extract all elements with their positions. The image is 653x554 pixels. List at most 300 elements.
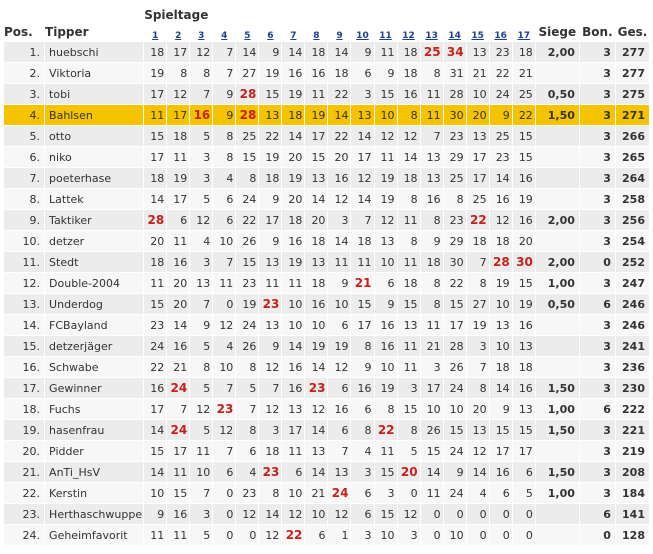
score-cell: 10 bbox=[375, 525, 397, 545]
score-cell: 15 bbox=[490, 420, 512, 440]
score-cell: 29 bbox=[444, 147, 466, 167]
score-cell: 5 bbox=[190, 336, 212, 356]
score-cell: 10 bbox=[375, 105, 397, 125]
score-cell: 15 bbox=[236, 252, 258, 272]
score-cell: 3 bbox=[467, 336, 489, 356]
score-cell: 3 bbox=[190, 504, 212, 524]
score-cell: 3 bbox=[190, 147, 212, 167]
matchday-number[interactable]: 8 bbox=[313, 31, 320, 41]
score-cell: 12 bbox=[167, 84, 189, 104]
score-cell: 19 bbox=[282, 252, 304, 272]
bonus-cell: 3 bbox=[580, 210, 615, 230]
table-row bbox=[4, 462, 649, 482]
score-cell: 0 bbox=[398, 483, 420, 503]
score-cell: 14 bbox=[282, 42, 304, 62]
bonus-cell: 6 bbox=[580, 504, 615, 524]
score-cell: 17 bbox=[467, 147, 489, 167]
score-cell: 4 bbox=[236, 462, 258, 482]
score-cell: 6 bbox=[282, 462, 304, 482]
table-row bbox=[4, 336, 649, 356]
score-cell: 16 bbox=[305, 294, 327, 314]
score-cell: 11 bbox=[167, 231, 189, 251]
score-cell-top: 22 bbox=[375, 420, 397, 440]
matchday-link[interactable] bbox=[513, 23, 535, 41]
score-cell: 15 bbox=[167, 483, 189, 503]
score-cell: 3 bbox=[351, 462, 373, 482]
score-cell-top: 23 bbox=[213, 399, 235, 419]
score-cell: 0 bbox=[213, 525, 235, 545]
bonus-cell: 3 bbox=[580, 84, 615, 104]
header-row bbox=[4, 23, 649, 41]
score-cell: 11 bbox=[305, 84, 327, 104]
score-cell-top: 34 bbox=[444, 42, 466, 62]
score-cell: 20 bbox=[467, 399, 489, 419]
score-cell: 14 bbox=[305, 189, 327, 209]
position-cell: 17. bbox=[4, 378, 44, 398]
total-cell: 256 bbox=[616, 210, 649, 230]
score-cell-top: 22 bbox=[467, 210, 489, 230]
score-cell: 18 bbox=[259, 168, 281, 188]
matchday-link[interactable] bbox=[305, 23, 327, 41]
score-cell: 6 bbox=[167, 210, 189, 230]
score-cell: 15 bbox=[513, 126, 535, 146]
score-cell: 7 bbox=[421, 126, 443, 146]
score-cell: 8 bbox=[467, 273, 489, 293]
table-row bbox=[4, 168, 649, 188]
score-cell: 11 bbox=[375, 147, 397, 167]
matchday-number[interactable]: 6 bbox=[267, 31, 274, 41]
matchday-link[interactable] bbox=[490, 23, 512, 41]
score-cell: 3 bbox=[190, 252, 212, 272]
siege-cell bbox=[536, 525, 579, 545]
score-cell: 19 bbox=[305, 336, 327, 356]
score-cell: 18 bbox=[305, 273, 327, 293]
tipper-name: Gewinner bbox=[45, 378, 143, 398]
score-cell: 24 bbox=[444, 441, 466, 461]
score-cell: 23 bbox=[236, 273, 258, 293]
score-cell: 6 bbox=[213, 462, 235, 482]
score-cell: 14 bbox=[144, 189, 166, 209]
matchday-number[interactable]: 5 bbox=[244, 31, 251, 41]
score-cell: 11 bbox=[144, 525, 166, 545]
score-cell: 13 bbox=[513, 336, 535, 356]
score-cell: 24 bbox=[444, 378, 466, 398]
score-cell: 20 bbox=[167, 273, 189, 293]
matchday-link[interactable] bbox=[190, 23, 212, 41]
score-cell: 18 bbox=[259, 441, 281, 461]
score-cell: 22 bbox=[513, 105, 535, 125]
score-cell: 18 bbox=[398, 168, 420, 188]
score-cell: 10 bbox=[282, 315, 304, 335]
position-cell: 19. bbox=[4, 420, 44, 440]
bonus-cell: 3 bbox=[580, 357, 615, 377]
matchday-number[interactable]: 1 bbox=[152, 31, 159, 41]
score-cell: 9 bbox=[351, 42, 373, 62]
score-cell: 19 bbox=[259, 147, 281, 167]
score-cell: 14 bbox=[328, 42, 350, 62]
score-cell: 26 bbox=[236, 231, 258, 251]
score-cell: 11 bbox=[167, 525, 189, 545]
score-cell: 9 bbox=[421, 231, 443, 251]
score-cell: 15 bbox=[144, 294, 166, 314]
score-cell: 28 bbox=[444, 84, 466, 104]
header-row-top bbox=[4, 3, 649, 22]
score-cell: 7 bbox=[328, 441, 350, 461]
score-cell: 18 bbox=[421, 252, 443, 272]
score-cell: 11 bbox=[421, 483, 443, 503]
score-cell: 10 bbox=[490, 294, 512, 314]
score-cell: 18 bbox=[144, 168, 166, 188]
score-cell: 11 bbox=[398, 210, 420, 230]
score-cell: 13 bbox=[467, 420, 489, 440]
score-cell: 18 bbox=[490, 357, 512, 377]
score-cell: 6 bbox=[328, 378, 350, 398]
bonus-cell: 3 bbox=[580, 420, 615, 440]
score-cell: 6 bbox=[513, 462, 535, 482]
score-cell: 20 bbox=[144, 231, 166, 251]
tipper-name: Pidder bbox=[45, 441, 143, 461]
score-cell: 7 bbox=[190, 294, 212, 314]
score-cell: 9 bbox=[259, 42, 281, 62]
score-cell-top: 25 bbox=[421, 42, 443, 62]
score-cell: 19 bbox=[167, 168, 189, 188]
score-cell: 11 bbox=[144, 105, 166, 125]
table-row bbox=[4, 357, 649, 377]
score-cell: 18 bbox=[351, 231, 373, 251]
score-cell: 7 bbox=[467, 252, 489, 272]
matchday-number[interactable]: 9 bbox=[336, 31, 343, 41]
score-cell: 10 bbox=[375, 252, 397, 272]
score-cell: 10 bbox=[328, 294, 350, 314]
score-cell: 0 bbox=[467, 525, 489, 545]
matchday-link[interactable] bbox=[144, 23, 166, 41]
score-cell: 21 bbox=[467, 63, 489, 83]
score-cell: 11 bbox=[351, 252, 373, 272]
score-cell: 25 bbox=[467, 189, 489, 209]
score-cell: 18 bbox=[144, 252, 166, 272]
score-cell: 15 bbox=[421, 441, 443, 461]
score-cell: 13 bbox=[467, 126, 489, 146]
bonus-cell: 3 bbox=[580, 105, 615, 125]
matchday-number[interactable]: 11 bbox=[379, 31, 392, 41]
score-cell: 17 bbox=[513, 441, 535, 461]
matchday-link[interactable] bbox=[213, 23, 235, 41]
position-cell: 15. bbox=[4, 336, 44, 356]
score-cell: 22 bbox=[259, 126, 281, 146]
score-cell: 10 bbox=[213, 231, 235, 251]
score-cell: 6 bbox=[351, 483, 373, 503]
table-row bbox=[4, 252, 649, 272]
total-cell: 252 bbox=[616, 252, 649, 272]
position-cell: 20. bbox=[4, 441, 44, 461]
score-cell: 3 bbox=[375, 483, 397, 503]
score-cell: 0 bbox=[444, 504, 466, 524]
score-cell: 14 bbox=[236, 42, 258, 62]
score-cell: 19 bbox=[236, 294, 258, 314]
score-cell: 11 bbox=[328, 252, 350, 272]
total-cell: 275 bbox=[616, 84, 649, 104]
score-cell: 10 bbox=[490, 336, 512, 356]
score-cell: 6 bbox=[351, 504, 373, 524]
score-cell: 17 bbox=[305, 126, 327, 146]
matchday-link[interactable] bbox=[328, 23, 350, 41]
score-cell: 6 bbox=[328, 315, 350, 335]
spieltage-header: Spieltage bbox=[144, 8, 209, 22]
siege-cell: 2,00 bbox=[536, 252, 579, 272]
siege-cell: 0,50 bbox=[536, 84, 579, 104]
score-cell: 20 bbox=[282, 189, 304, 209]
total-cell: 271 bbox=[616, 105, 649, 125]
siege-cell bbox=[536, 357, 579, 377]
score-cell: 3 bbox=[421, 357, 443, 377]
matchday-link[interactable] bbox=[167, 23, 189, 41]
table-row bbox=[4, 504, 649, 524]
total-cell: 219 bbox=[616, 441, 649, 461]
matchday-number[interactable]: 3 bbox=[198, 31, 205, 41]
bonus-cell: 3 bbox=[580, 126, 615, 146]
score-cell: 16 bbox=[513, 315, 535, 335]
score-cell: 18 bbox=[167, 126, 189, 146]
score-cell: 23 bbox=[490, 42, 512, 62]
score-cell: 11 bbox=[167, 147, 189, 167]
score-cell: 25 bbox=[490, 126, 512, 146]
total-cell: 264 bbox=[616, 168, 649, 188]
score-cell: 18 bbox=[144, 42, 166, 62]
score-cell: 8 bbox=[375, 399, 397, 419]
matchday-number[interactable]: 7 bbox=[290, 31, 297, 41]
score-cell: 5 bbox=[513, 483, 535, 503]
score-cell-top: 24 bbox=[167, 378, 189, 398]
score-cell: 0 bbox=[421, 504, 443, 524]
score-cell: 8 bbox=[190, 357, 212, 377]
score-cell: 12 bbox=[467, 441, 489, 461]
score-cell: 0 bbox=[467, 504, 489, 524]
matchday-link[interactable] bbox=[236, 23, 258, 41]
score-cell: 16 bbox=[513, 378, 535, 398]
matchday-link[interactable] bbox=[398, 23, 420, 41]
score-cell: 17 bbox=[351, 147, 373, 167]
score-cell: 12 bbox=[490, 210, 512, 230]
score-cell: 6 bbox=[375, 273, 397, 293]
score-cell: 18 bbox=[398, 42, 420, 62]
score-cell: 13 bbox=[467, 42, 489, 62]
score-cell: 11 bbox=[375, 42, 397, 62]
matchday-link[interactable] bbox=[467, 23, 489, 41]
matchday-number[interactable]: 15 bbox=[471, 31, 484, 41]
score-cell: 8 bbox=[467, 378, 489, 398]
score-cell: 20 bbox=[282, 147, 304, 167]
score-cell: 17 bbox=[421, 378, 443, 398]
table-row bbox=[4, 420, 649, 440]
score-cell: 26 bbox=[421, 420, 443, 440]
score-cell: 7 bbox=[213, 63, 235, 83]
score-cell: 6 bbox=[213, 189, 235, 209]
score-cell: 7 bbox=[259, 378, 281, 398]
score-cell: 16 bbox=[282, 63, 304, 83]
score-cell: 12 bbox=[398, 504, 420, 524]
score-cell: 14 bbox=[167, 315, 189, 335]
tipper-name: detzerjäger bbox=[45, 336, 143, 356]
score-cell: 4 bbox=[467, 483, 489, 503]
tipper-name: Bahlsen bbox=[45, 105, 143, 125]
table-row-highlighted bbox=[4, 105, 649, 125]
score-cell-top: 16 bbox=[190, 105, 212, 125]
score-cell: 17 bbox=[167, 189, 189, 209]
score-cell-top: 28 bbox=[236, 84, 258, 104]
score-cell: 1 bbox=[328, 525, 350, 545]
score-cell: 24 bbox=[236, 315, 258, 335]
tipper-name: huebschi bbox=[45, 42, 143, 62]
score-cell-top: 28 bbox=[236, 105, 258, 125]
matchday-number[interactable]: 13 bbox=[425, 31, 438, 41]
table-row bbox=[4, 483, 649, 503]
score-cell: 11 bbox=[213, 273, 235, 293]
score-cell: 16 bbox=[375, 336, 397, 356]
score-cell: 12 bbox=[190, 210, 212, 230]
matchday-link[interactable] bbox=[375, 23, 397, 41]
score-cell: 0 bbox=[513, 525, 535, 545]
score-cell: 17 bbox=[167, 105, 189, 125]
score-cell: 23 bbox=[444, 210, 466, 230]
siege-cell: 1,00 bbox=[536, 399, 579, 419]
score-cell: 9 bbox=[144, 504, 166, 524]
score-cell: 7 bbox=[351, 210, 373, 230]
tipper-name: Underdog bbox=[45, 294, 143, 314]
matchday-number[interactable]: 10 bbox=[356, 31, 369, 41]
score-cell: 16 bbox=[375, 315, 397, 335]
score-cell: 7 bbox=[190, 483, 212, 503]
matchday-link[interactable] bbox=[351, 23, 373, 41]
score-cell: 12 bbox=[259, 399, 281, 419]
bonus-cell: 3 bbox=[580, 441, 615, 461]
total-cell: 208 bbox=[616, 462, 649, 482]
bonus-header: Bon. bbox=[582, 25, 613, 39]
matchday-number[interactable]: 16 bbox=[494, 31, 507, 41]
score-cell: 12 bbox=[213, 420, 235, 440]
matchday-link[interactable] bbox=[444, 23, 466, 41]
score-cell: 19 bbox=[282, 84, 304, 104]
position-cell: 11. bbox=[4, 252, 44, 272]
score-cell: 13 bbox=[351, 105, 373, 125]
score-cell: 14 bbox=[421, 462, 443, 482]
score-cell: 24 bbox=[444, 483, 466, 503]
position-cell: 8. bbox=[4, 189, 44, 209]
score-cell: 13 bbox=[421, 168, 443, 188]
position-cell: 16. bbox=[4, 357, 44, 377]
score-cell: 30 bbox=[444, 252, 466, 272]
score-cell: 17 bbox=[351, 315, 373, 335]
matchday-number[interactable]: 12 bbox=[402, 31, 415, 41]
tipper-name: Double-2004 bbox=[45, 273, 143, 293]
matchday-number[interactable]: 14 bbox=[448, 31, 461, 41]
score-cell: 16 bbox=[282, 357, 304, 377]
score-cell: 14 bbox=[490, 378, 512, 398]
table-row bbox=[4, 399, 649, 419]
score-cell: 15 bbox=[351, 294, 373, 314]
score-cell: 11 bbox=[398, 336, 420, 356]
score-cell: 11 bbox=[398, 252, 420, 272]
score-cell: 9 bbox=[444, 462, 466, 482]
score-cell: 8 bbox=[444, 189, 466, 209]
score-cell: 19 bbox=[259, 63, 281, 83]
siege-cell bbox=[536, 504, 579, 524]
score-cell: 12 bbox=[328, 504, 350, 524]
score-cell: 12 bbox=[398, 126, 420, 146]
tipper-name: Fuchs bbox=[45, 399, 143, 419]
score-cell: 16 bbox=[328, 399, 350, 419]
score-cell: 10 bbox=[444, 399, 466, 419]
score-cell: 18 bbox=[490, 231, 512, 251]
score-cell: 10 bbox=[421, 399, 443, 419]
tipper-name: Herthaschwuppe bbox=[45, 504, 143, 524]
position-cell: 1. bbox=[4, 42, 44, 62]
total-cell: 254 bbox=[616, 231, 649, 251]
score-cell: 8 bbox=[398, 189, 420, 209]
score-cell: 6 bbox=[490, 483, 512, 503]
matchday-link[interactable] bbox=[259, 23, 281, 41]
score-cell: 5 bbox=[190, 126, 212, 146]
score-cell: 16 bbox=[167, 336, 189, 356]
matchday-link[interactable] bbox=[421, 23, 443, 41]
matchday-number[interactable]: 2 bbox=[175, 31, 182, 41]
score-cell: 19 bbox=[513, 294, 535, 314]
matchday-link[interactable] bbox=[282, 23, 304, 41]
score-cell-top: 28 bbox=[490, 252, 512, 272]
score-cell: 5 bbox=[398, 441, 420, 461]
bonus-cell: 0 bbox=[580, 252, 615, 272]
tipper-name: otto bbox=[45, 126, 143, 146]
score-cell: 12 bbox=[375, 126, 397, 146]
total-cell: 128 bbox=[616, 525, 649, 545]
matchday-number[interactable]: 17 bbox=[517, 31, 531, 41]
score-cell: 0 bbox=[213, 483, 235, 503]
score-cell: 18 bbox=[305, 42, 327, 62]
score-cell: 15 bbox=[513, 420, 535, 440]
siege-cell: 1,50 bbox=[536, 105, 579, 125]
position-cell: 13. bbox=[4, 294, 44, 314]
score-cell: 15 bbox=[375, 504, 397, 524]
bonus-cell: 3 bbox=[580, 147, 615, 167]
score-cell: 11 bbox=[282, 273, 304, 293]
score-cell: 12 bbox=[190, 42, 212, 62]
matchday-number[interactable]: 4 bbox=[221, 31, 228, 41]
table-row bbox=[4, 294, 649, 314]
siege-cell bbox=[536, 336, 579, 356]
total-cell: 258 bbox=[616, 189, 649, 209]
score-cell: 9 bbox=[490, 399, 512, 419]
score-cell: 11 bbox=[167, 462, 189, 482]
score-cell: 28 bbox=[444, 336, 466, 356]
siege-cell: 1,00 bbox=[536, 483, 579, 503]
score-cell: 6 bbox=[351, 399, 373, 419]
score-cell: 14 bbox=[328, 105, 350, 125]
bonus-cell: 3 bbox=[580, 189, 615, 209]
score-cell: 15 bbox=[259, 84, 281, 104]
score-cell: 10 bbox=[375, 357, 397, 377]
score-cell: 7 bbox=[467, 357, 489, 377]
bonus-cell: 3 bbox=[580, 63, 615, 83]
score-cell: 13 bbox=[259, 252, 281, 272]
score-cell: 20 bbox=[467, 105, 489, 125]
score-cell: 10 bbox=[282, 483, 304, 503]
table-row bbox=[4, 378, 649, 398]
bonus-cell: 3 bbox=[580, 378, 615, 398]
score-cell: 8 bbox=[236, 420, 258, 440]
score-cell: 3 bbox=[259, 420, 281, 440]
score-cell-top: 24 bbox=[328, 483, 350, 503]
table-row bbox=[4, 84, 649, 104]
tipper-name: FCBayland bbox=[45, 315, 143, 335]
